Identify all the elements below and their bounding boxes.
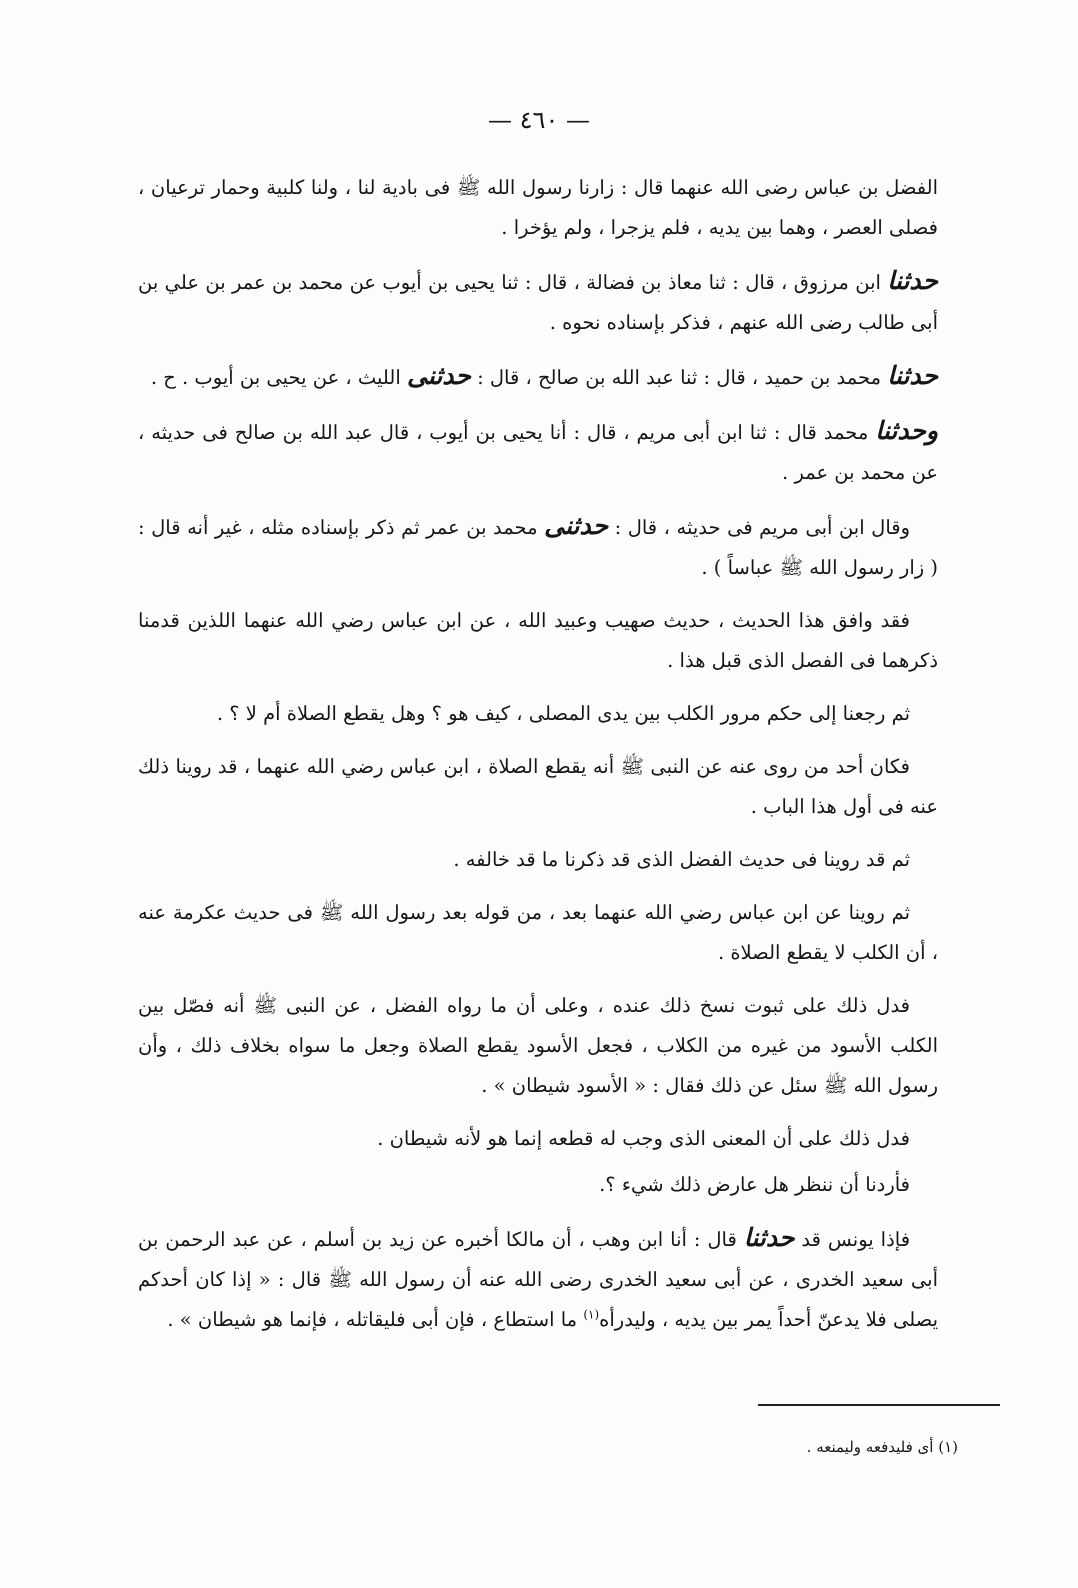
paragraph-9: ثم قد روينا فى حديث الفضل الذى قد ذكرنا ما قد خالفه . [453,848,910,871]
paragraph-3 [138,356,938,398]
hadith-keyword-alt: حدثنى [544,511,609,540]
hadith-keyword-prefix: و [925,416,939,445]
paragraph-2-text: ابن مرزوق ، قال : ثنا معاذ بن فضالة ، قال : ثنا يحيى بن أيوب عن محمد بن عمر بن علي بن أبى طالب رضى الله عنهم ، فذكر بإسناده نحوه . [138,271,938,334]
hadith-keyword: حدثنا [875,416,926,445]
paragraph-4 [138,411,938,493]
paragraph-6: فقد وافق هذا الحديث ، حديث صهيب وعبيد الله ، عن ابن عباس رضي الله عنهما اللذين قدمنا ذكرهما فى الفصل الذى قبل هذا . [138,609,938,672]
paragraph-11: فدل ذلك على ثبوت نسخ ذلك عنده ، وعلى أن ما رواه الفضل ، عن النبى ﷺ أنه فصّل بين الكلب الأسود من غيره من الكلاب ، فجعل الأسود يقطع الصلاة وجعل ما سواه بخلاف ذلك ، وأن رسول الله ﷺ سئل عن ذلك فقال : « الأسود شيطان » . [138,994,938,1097]
hadith-keyword: حدثنا [743,1223,795,1252]
paragraph-3-text-b: الليث ، عن يحيى بن أيوب . ح . [150,366,401,389]
hadith-keyword: حدثنا [887,361,938,390]
paragraph-3-text-a: محمد بن حميد ، قال : ثنا عبد الله بن صالح ، قال : [477,366,882,389]
footnote: (١) أى فليدفعه وليمنعه . [806,1438,958,1456]
paragraph-1: الفضل بن عباس رضى الله عنهما قال : زارنا رسول الله ﷺ فى بادية لنا ، ولنا كلبية وحمار ترعيان ، فصلى العصر ، وهما بين يديه ، فلم يزجرا ، ولم يؤخرا . [138,176,938,239]
paragraph-14 [138,1218,938,1340]
footnote-marker: (١) [583,1307,600,1322]
paragraph-10: ثم روينا عن ابن عباس رضي الله عنهما بعد ، من قوله بعد رسول الله ﷺ فى حديث عكرمة عنه ، أن الكلب لا يقطع الصلاة . [138,901,938,964]
paragraph-14-text-a: فإذا يونس قد [801,1228,911,1251]
paragraph-5 [138,506,938,588]
footnote-divider [758,1404,1000,1406]
paragraph-8: فكان أحد من روى عنه عن النبى ﷺ أنه يقطع الصلاة ، ابن عباس رضي الله عنهما ، قد روينا ذلك عنه فى أول هذا الباب . [138,755,938,818]
paragraph-5-text-a: وقال ابن أبى مريم فى حديثه ، قال : [614,516,911,539]
paragraph-5-text-b: محمد بن عمر ثم ذكر بإسناده مثله ، غير أنه قال : ( زار رسول الله ﷺ عباساً ) . [138,516,938,579]
hadith-keyword: حدثنا [887,266,938,295]
paragraph-7: ثم رجعنا إلى حكم مرور الكلب بين يدى المصلى ، كيف هو ؟ وهل يقطع الصلاة أم لا ؟ . [216,702,910,725]
paragraph-12: فدل ذلك على أن المعنى الذى وجب له قطعه إنما هو لأنه شيطان . [377,1127,910,1150]
main-text [138,168,938,1353]
hadith-keyword-alt: حدثنى [406,361,471,390]
paragraph-4-text: محمد قال : ثنا ابن أبى مريم ، قال : أنا يحيى بن أيوب ، قال عبد الله بن صالح فى حديثه ، عن محمد بن عمر . [138,421,938,484]
paragraph-2 [138,261,938,343]
paragraph-14-text-b: قال : أنا ابن وهب ، أن مالكا أخبره عن زيد بن أسلم ، عن عبد الرحمن بن أبى سعيد الخدرى ، عن أبى سعيد الخدرى رضى الله عنه أن رسول الله ﷺ قال : « إذا كان أحدكم يصلى فلا يدعنّ أحداً يمر بين يديه ، وليدرأه [138,1228,938,1331]
paragraph-13: فأردنا أن ننظر هل عارض ذلك شيء ؟. [599,1173,910,1196]
page-number: — ٤٦٠ — [488,106,590,134]
paragraph-14-text-c: ما استطاع ، فإن أبى فليقاتله ، فإنما هو شيطان » . [167,1308,578,1331]
